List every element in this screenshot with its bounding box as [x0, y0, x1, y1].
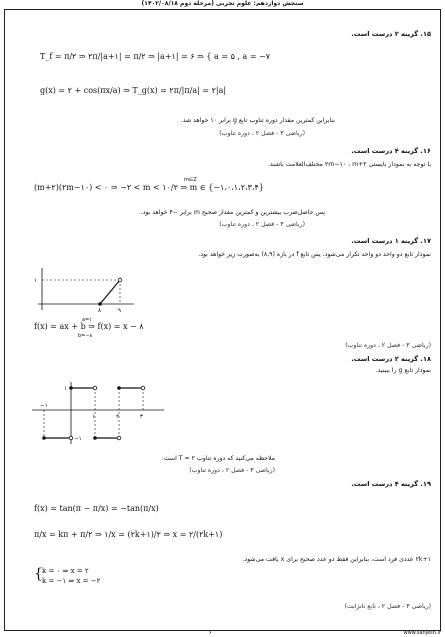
- q17-open-point: [118, 278, 122, 282]
- q18-ref: (ریاضی ۳ - فصل ۲ ، دوره تناوب): [189, 467, 275, 474]
- q18-label-x3: ۳: [140, 414, 143, 420]
- q18-graph: [28, 378, 168, 448]
- q17-graph: [30, 264, 140, 314]
- q17-label-y: ۱: [34, 278, 37, 284]
- q19-number: ۱۹.: [420, 480, 431, 488]
- q18-point-1: [42, 436, 46, 440]
- footer-site: www.sanjesh.ir: [403, 630, 441, 636]
- q17-label-x9: ۹: [118, 308, 121, 314]
- q18-point-3: [69, 386, 73, 390]
- q19-eq2: π/x = kπ + π/۲ ⇒ ۱/x = (۲k+۱)/۲ ⇒ x = ۲/(۲k+۱): [34, 530, 223, 539]
- q19-eq1: f(x) = tan(π − π/x) = −tan(π/x): [34, 504, 159, 513]
- q18-label-x2: ۲: [116, 414, 119, 420]
- q18-number: ۱۸.: [420, 355, 431, 363]
- q17-closed-point: [98, 302, 102, 306]
- page-number: ۶: [209, 630, 212, 636]
- q19-case1: k = ۰ ⇒ x = ۲: [42, 567, 89, 575]
- q16-eq1: (m+۲)(۲m−۱۰) < ۰ ⇒ −۲ < m < ۱۰/۲ ⇒ m ∈ {−۱،۰،۱،۲،۳،۴}: [34, 183, 264, 192]
- q18-point-7: [117, 386, 121, 390]
- q18-heading: [351, 355, 431, 363]
- q18-point-5: [93, 436, 97, 440]
- q18-label-ym1: −۱: [74, 436, 82, 442]
- q15-eq2: g(x) = ۲ + cos(πx/a) ⇒ T_g(x) = ۲π/|π/a| = ۲|a|: [40, 86, 227, 95]
- q17-eq-top: a=۱: [82, 317, 92, 323]
- q16-heading: [351, 147, 431, 155]
- q19-text1: ۲k+۱ عددی فرد است، بنابراین فقط دو عدد صحیح برای x یافت می‌شود.: [242, 556, 431, 563]
- q18-point-6: [117, 436, 121, 440]
- q17-number: ۱۷.: [420, 237, 431, 245]
- page-header: سنجش دوازدهم: علوم تجربی (مرحله دوم ۱۴۰۲/۰۸/۱۸): [141, 0, 304, 7]
- q15-text: بنابراین کمترین مقدار دوره تناوب تابع g برابر ۱۰ خواهد شد.: [180, 117, 335, 124]
- q18-label-xm1: −۱: [40, 403, 48, 409]
- q18-label-y1: ۱: [64, 386, 67, 392]
- q16-text2: پس حاصل‌ضرب بیشترین و کمترین مقدار صحیح m برابر −۴ خواهد بود.: [140, 209, 325, 216]
- q17-heading: [351, 237, 431, 245]
- q16-ref: (ریاضی ۳ - فصل ۲ ، دوره تناوب): [219, 221, 305, 228]
- q19-heading: [351, 480, 431, 488]
- q16-eq-label: m∈Z: [184, 177, 197, 183]
- q15-answer: گزینه ۲ درست است.: [351, 30, 419, 38]
- q17-answer: گزینه ۱ درست است.: [351, 237, 419, 245]
- q17-label-x8: ۸: [98, 308, 101, 314]
- q17-function-segment: [100, 280, 120, 304]
- q15-number: ۱۵.: [420, 30, 431, 38]
- q18-answer: گزینه ۲ درست است.: [351, 355, 419, 363]
- q17-text1: نمودار تابع دو واحد دو واحد تکرار می‌شود، پس تابع f در بازه (۸,۹) به‌صورت زیر خواهد بود.: [198, 251, 431, 258]
- q17-eq1: f(x) = ax + b ⇒ f(x) = x − ۸: [34, 322, 144, 331]
- q16-number: ۱۶.: [420, 147, 431, 155]
- q19-ref: (ریاضی ۳ - فصل ۲ ، تابع تانژانت): [344, 603, 431, 610]
- q15-eq1: T_f = π/۲ ⇒ ۲π/|a+۱| = π/۲ ⇒ |a+۱| = ۶ ⇒ { a = ۵ , a = −۷: [40, 52, 271, 61]
- q19-case2: k = −۱ ⇒ x = −۲: [42, 577, 101, 585]
- q19-brace: {: [34, 566, 43, 582]
- q15-ref: (ریاضی ۳ - فصل ۲ ، دوره تناوب): [219, 130, 305, 137]
- q17-eq-bottom: b=−۸: [78, 333, 93, 339]
- q15-heading: [351, 30, 431, 38]
- q18-text1: نمودار تابع g را ببینید.: [375, 367, 431, 374]
- q18-text2: ملاحظه می‌کنید که دوره تناوب T = ۲ است.: [161, 455, 275, 462]
- q16-answer: گزینه ۴ درست است.: [351, 147, 419, 155]
- q19-answer: گزینه ۴ درست است.: [351, 480, 419, 488]
- q18-label-x1: ۱: [92, 414, 95, 420]
- page-footer: [4, 630, 441, 637]
- q17-ref: (ریاضی ۳ - فصل ۲ ، دوره تناوب): [345, 342, 431, 349]
- q18-point-4: [93, 386, 97, 390]
- q18-point-2: [69, 436, 73, 440]
- q18-point-8: [141, 386, 145, 390]
- q16-text1: با توجه به نمودار بایستی ۲m−۱۰ ، m+۲ مختلف‌العلامت باشند.: [267, 161, 431, 168]
